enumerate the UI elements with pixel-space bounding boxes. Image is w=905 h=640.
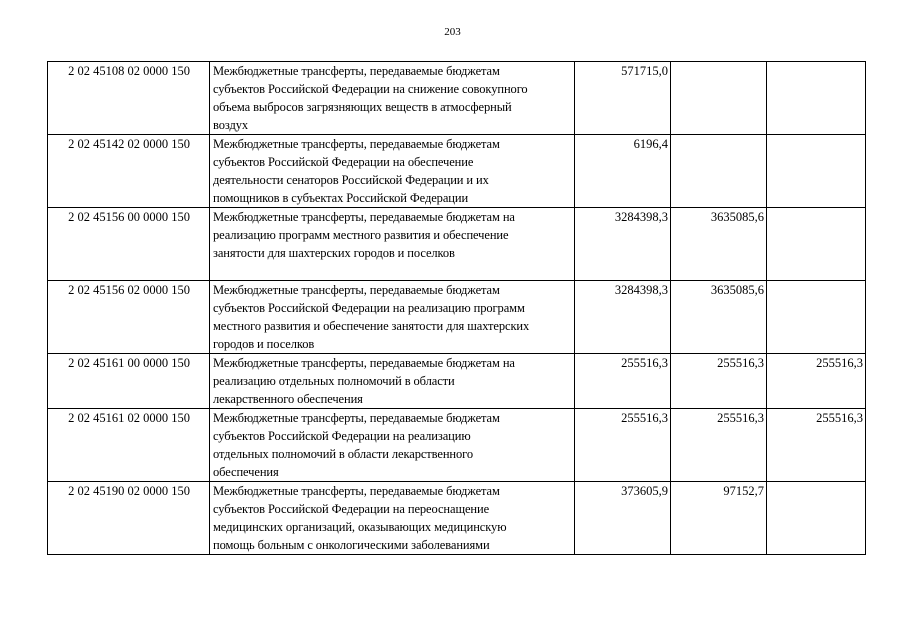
description-line: обеспечения bbox=[213, 465, 279, 479]
table-row bbox=[48, 208, 866, 281]
description-line: медицинских организаций, оказывающих медицинскую bbox=[213, 520, 507, 534]
description-line: Межбюджетные трансферты, передаваемые бюджетам bbox=[213, 484, 500, 498]
amount-cell-col3 bbox=[767, 62, 866, 135]
description-line: объема выбросов загрязняющих веществ в атмосферный bbox=[213, 100, 512, 114]
description-line: Межбюджетные трансферты, передаваемые бюджетам bbox=[213, 137, 500, 151]
description-line: городов и поселков bbox=[213, 337, 315, 351]
description-cell bbox=[210, 62, 575, 135]
description-line: помощников в субъектах Российской Федерации bbox=[213, 191, 469, 205]
description-line bbox=[213, 262, 572, 280]
description-cell bbox=[210, 482, 575, 555]
amount-cell-col3: 255516,3 bbox=[767, 354, 866, 409]
budget-code-cell: 2 02 45142 02 0000 150 bbox=[48, 135, 210, 208]
description-line: субъектов Российской Федерации на реализацию bbox=[213, 429, 471, 443]
description-line: реализацию отдельных полномочий в области bbox=[213, 374, 455, 388]
description-line: Межбюджетные трансферты, передаваемые бюджетам на bbox=[213, 356, 515, 370]
description-cell bbox=[210, 208, 575, 281]
amount-cell-col3 bbox=[767, 281, 866, 354]
table-row bbox=[48, 482, 866, 555]
budget-code-cell: 2 02 45108 02 0000 150 bbox=[48, 62, 210, 135]
description-line: субъектов Российской Федерации на снижение совокупного bbox=[213, 82, 528, 96]
amount-cell-col1: 373605,9 bbox=[575, 482, 671, 555]
table-row bbox=[48, 281, 866, 354]
amount-cell-col2 bbox=[671, 135, 767, 208]
amount-cell-col1: 255516,3 bbox=[575, 409, 671, 482]
description-line: деятельности сенаторов Российской Федерации и их bbox=[213, 173, 489, 187]
budget-code-cell: 2 02 45156 02 0000 150 bbox=[48, 281, 210, 354]
table-row bbox=[48, 354, 866, 409]
amount-cell-col1: 3284398,3 bbox=[575, 281, 671, 354]
description-cell bbox=[210, 281, 575, 354]
budget-code-cell: 2 02 45156 00 0000 150 bbox=[48, 208, 210, 281]
amount-cell-col3: 255516,3 bbox=[767, 409, 866, 482]
amount-cell-col1: 255516,3 bbox=[575, 354, 671, 409]
description-line: помощь больным с онкологическими заболеваниями bbox=[213, 538, 490, 552]
description-line: Межбюджетные трансферты, передаваемые бюджетам bbox=[213, 283, 500, 297]
amount-cell-col1: 6196,4 bbox=[575, 135, 671, 208]
budget-code-cell: 2 02 45161 02 0000 150 bbox=[48, 409, 210, 482]
page-number: 203 bbox=[444, 26, 461, 38]
table-row bbox=[48, 62, 866, 135]
budget-table bbox=[47, 61, 866, 555]
amount-cell-col3 bbox=[767, 135, 866, 208]
amount-cell-col1: 3284398,3 bbox=[575, 208, 671, 281]
amount-cell-col2: 3635085,6 bbox=[671, 281, 767, 354]
description-line: Межбюджетные трансферты, передаваемые бюджетам на bbox=[213, 210, 515, 224]
description-line: занятости для шахтерских городов и поселков bbox=[213, 246, 455, 260]
amount-cell-col2: 3635085,6 bbox=[671, 208, 767, 281]
description-cell bbox=[210, 409, 575, 482]
amount-cell-col2: 97152,7 bbox=[671, 482, 767, 555]
amount-cell-col2: 255516,3 bbox=[671, 409, 767, 482]
table-row bbox=[48, 409, 866, 482]
amount-cell-col1: 571715,0 bbox=[575, 62, 671, 135]
description-line: отдельных полномочий в области лекарственного bbox=[213, 447, 474, 461]
description-line: местного развития и обеспечение занятости для шахтерских bbox=[213, 319, 530, 333]
amount-cell-col3 bbox=[767, 482, 866, 555]
description-cell bbox=[210, 354, 575, 409]
budget-code-cell: 2 02 45190 02 0000 150 bbox=[48, 482, 210, 555]
amount-cell-col2: 255516,3 bbox=[671, 354, 767, 409]
description-line: Межбюджетные трансферты, передаваемые бюджетам bbox=[213, 64, 500, 78]
description-cell bbox=[210, 135, 575, 208]
budget-code-cell: 2 02 45161 00 0000 150 bbox=[48, 354, 210, 409]
description-line: субъектов Российской Федерации на реализацию программ bbox=[213, 301, 525, 315]
budget-table-body bbox=[48, 62, 866, 555]
description-line: субъектов Российской Федерации на обеспечение bbox=[213, 155, 474, 169]
description-line: лекарственного обеспечения bbox=[213, 392, 363, 406]
table-row bbox=[48, 135, 866, 208]
description-line: субъектов Российской Федерации на переоснащение bbox=[213, 502, 490, 516]
amount-cell-col3 bbox=[767, 208, 866, 281]
description-line: Межбюджетные трансферты, передаваемые бюджетам bbox=[213, 411, 500, 425]
description-line: воздух bbox=[213, 118, 249, 132]
description-line: реализацию программ местного развития и обеспечение bbox=[213, 228, 509, 242]
amount-cell-col2 bbox=[671, 62, 767, 135]
